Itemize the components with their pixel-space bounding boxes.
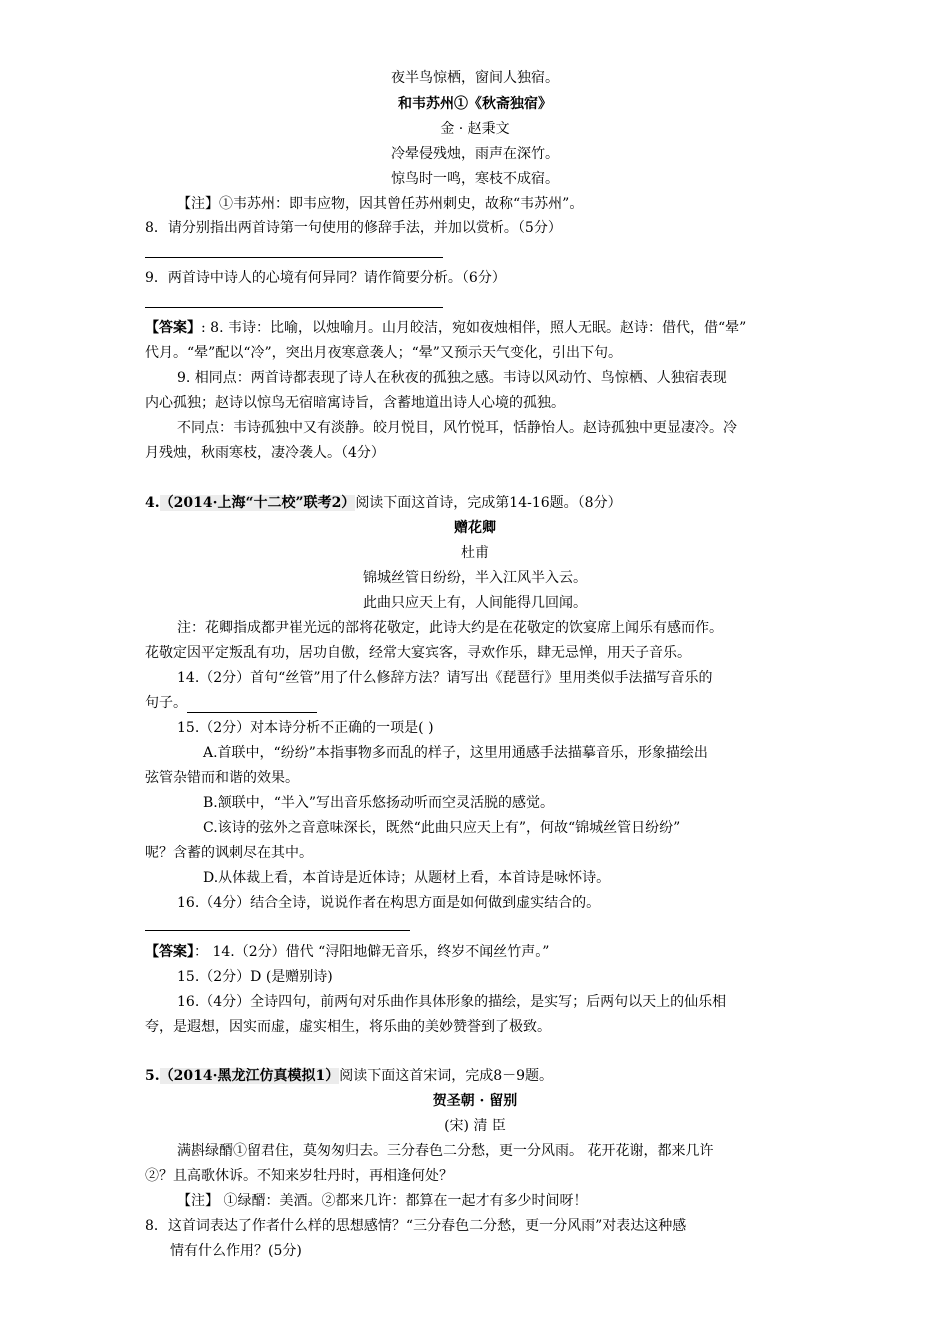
poem-note: 【注】 ①绿醑：美酒。②都来几许：都算在一起才有多少时间呀！ <box>177 1193 588 1209</box>
answer-line <box>145 942 549 962</box>
poem-title: 和韦苏州①《秋斋独宿》 <box>398 96 552 112</box>
question-source: （2014·黑龙江仿真模拟1） <box>159 1068 340 1084</box>
answer-line: 9. 相同点：两首诗都表现了诗人在秋夜的孤独之感。韦诗以风动竹、鸟惊栖、人独宿表现 <box>177 370 727 386</box>
question-4-header <box>145 493 622 513</box>
poem-line: 冷晕侵残烛，雨声在深竹。 <box>391 146 559 162</box>
question-9: 9．两首诗中诗人的心境有何异同？请作简要分析。（6分） <box>145 270 506 286</box>
answer-line: 月残烛，秋雨寒枝，凄冷袭人。（4分） <box>145 445 385 461</box>
question-8: 8．这首词表达了作者什么样的思想感情？“三分春色二分愁，更一分风雨”对表达这种感 <box>145 1218 687 1234</box>
question-8: 8．请分别指出两首诗第一句使用的修辞手法，并加以赏析。（5分） <box>145 220 562 236</box>
question-14-cont <box>145 693 317 713</box>
poem-note: 【注】①韦苏州：即韦应物，因其曾任苏州刺史，故称“韦苏州”。 <box>177 196 584 212</box>
poem-note: 注：花卿指成都尹崔光远的部将花敬定，此诗大约是在花敬定的饮宴席上闻乐有感而作。 <box>177 620 723 636</box>
answer-line: 内心孤独；赵诗以惊鸟无宿暗寓诗旨，含蓄地道出诗人心境的孤独。 <box>145 395 565 411</box>
question-source: （2014·上海“十二校”联考2） <box>159 495 356 511</box>
option-d: D.从体裁上看，本首诗是近体诗；从题材上看，本首诗是咏怀诗。 <box>203 870 611 886</box>
question-number: 5. <box>145 1068 160 1084</box>
option-c-cont: 呢？含蓄的讽刺尽在其中。 <box>145 845 313 861</box>
question-5-header <box>145 1066 553 1086</box>
answer-rule <box>145 930 410 931</box>
answer-label: 【答案】 <box>145 320 201 336</box>
poem-title: 赠花卿 <box>454 520 496 536</box>
poem-text: 满斟绿醑①留君住，莫匆匆归去。三分春色二分愁，更一分风雨。 花开花谢，都来几许 <box>177 1143 714 1159</box>
question-14: 14.（2分）首句“丝管”用了什么修辞方法？请写出《琵琶行》里用类似手法描写音乐的 <box>177 670 713 686</box>
answer-label: 【答案】 <box>145 944 194 960</box>
answer-line: 夸，是遐想，因实而虚，虚实相生，将乐曲的美妙赞誉到了极致。 <box>145 1019 551 1035</box>
option-b: B.颔联中，“半入”写出音乐悠扬动听而空灵活脱的感觉。 <box>203 795 555 811</box>
question-15: 15.（2分）对本诗分析不正确的一项是( ) <box>177 720 434 736</box>
answer-line: 代月。“晕”配以“冷”，突出月夜寒意袭人；“晕”又预示天气变化，引出下句。 <box>145 345 622 361</box>
option-a: A.首联中，“纷纷”本指事物多而乱的样子，这里用通感手法描摹音乐，形象描绘出 <box>203 745 708 761</box>
question-number: 4. <box>145 495 160 511</box>
poem-line: 惊鸟时一鸣，寒枝不成宿。 <box>391 171 559 187</box>
answer-rule <box>145 307 443 308</box>
question-intro: 阅读下面这首诗，完成第14-16题。（8分） <box>355 495 622 511</box>
answer-line <box>145 318 746 338</box>
answer-blank[interactable] <box>187 698 317 713</box>
answer-rule <box>145 257 443 258</box>
poem-line: 此曲只应天上有，人间能得几回闻。 <box>363 595 587 611</box>
poem-line: 夜半鸟惊栖，窗间人独宿。 <box>391 70 559 86</box>
poem-author: (宋) 清 臣 <box>444 1118 506 1134</box>
poem-text: ②？且高歌休诉。不知来岁牡丹时，再相逢何处？ <box>145 1168 453 1184</box>
poem-author: 杜甫 <box>461 545 489 561</box>
question-8-cont: 情有什么作用？(5分) <box>170 1243 302 1259</box>
answer-text: : 8. 韦诗：比喻，以烛喻月。山月皎洁，宛如夜烛相伴，照人无眠。赵诗：借代，借“晕” <box>201 320 747 336</box>
answer-line: 16.（4分）全诗四句，前两句对乐曲作具体形象的描绘，是实写；后两句以天上的仙乐相 <box>177 994 727 1010</box>
question-intro: 阅读下面这首宋词，完成8－9题。 <box>339 1068 554 1084</box>
option-a-cont: 弦管杂错而和谐的效果。 <box>145 770 299 786</box>
poem-line: 锦城丝管日纷纷，半入江风半入云。 <box>363 570 587 586</box>
answer-line: 不同点：韦诗孤独中又有淡静。皎月悦目，风竹悦耳，恬静怡人。赵诗孤独中更显凄冷。冷 <box>177 420 737 436</box>
poem-title: 贺圣朝 · 留别 <box>432 1093 518 1109</box>
answer-line: 15.（2分）D (是赠别诗) <box>177 969 333 985</box>
question-text: 句子。 <box>145 695 187 711</box>
answer-text: ： 14.（2分）借代 “浔阳地僻无音乐，终岁不闻丝竹声。” <box>194 944 550 960</box>
poem-author: 金 · 赵秉文 <box>440 121 510 137</box>
option-c: C.该诗的弦外之音意味深长，既然“此曲只应天上有”，何故“锦城丝管日纷纷” <box>203 820 681 836</box>
question-16: 16.（4分）结合全诗，说说作者在构思方面是如何做到虚实结合的。 <box>177 895 601 911</box>
poem-note: 花敬定因平定叛乱有功，居功自傲，经常大宴宾客，寻欢作乐，肆无忌惮，用天子音乐。 <box>145 645 691 661</box>
